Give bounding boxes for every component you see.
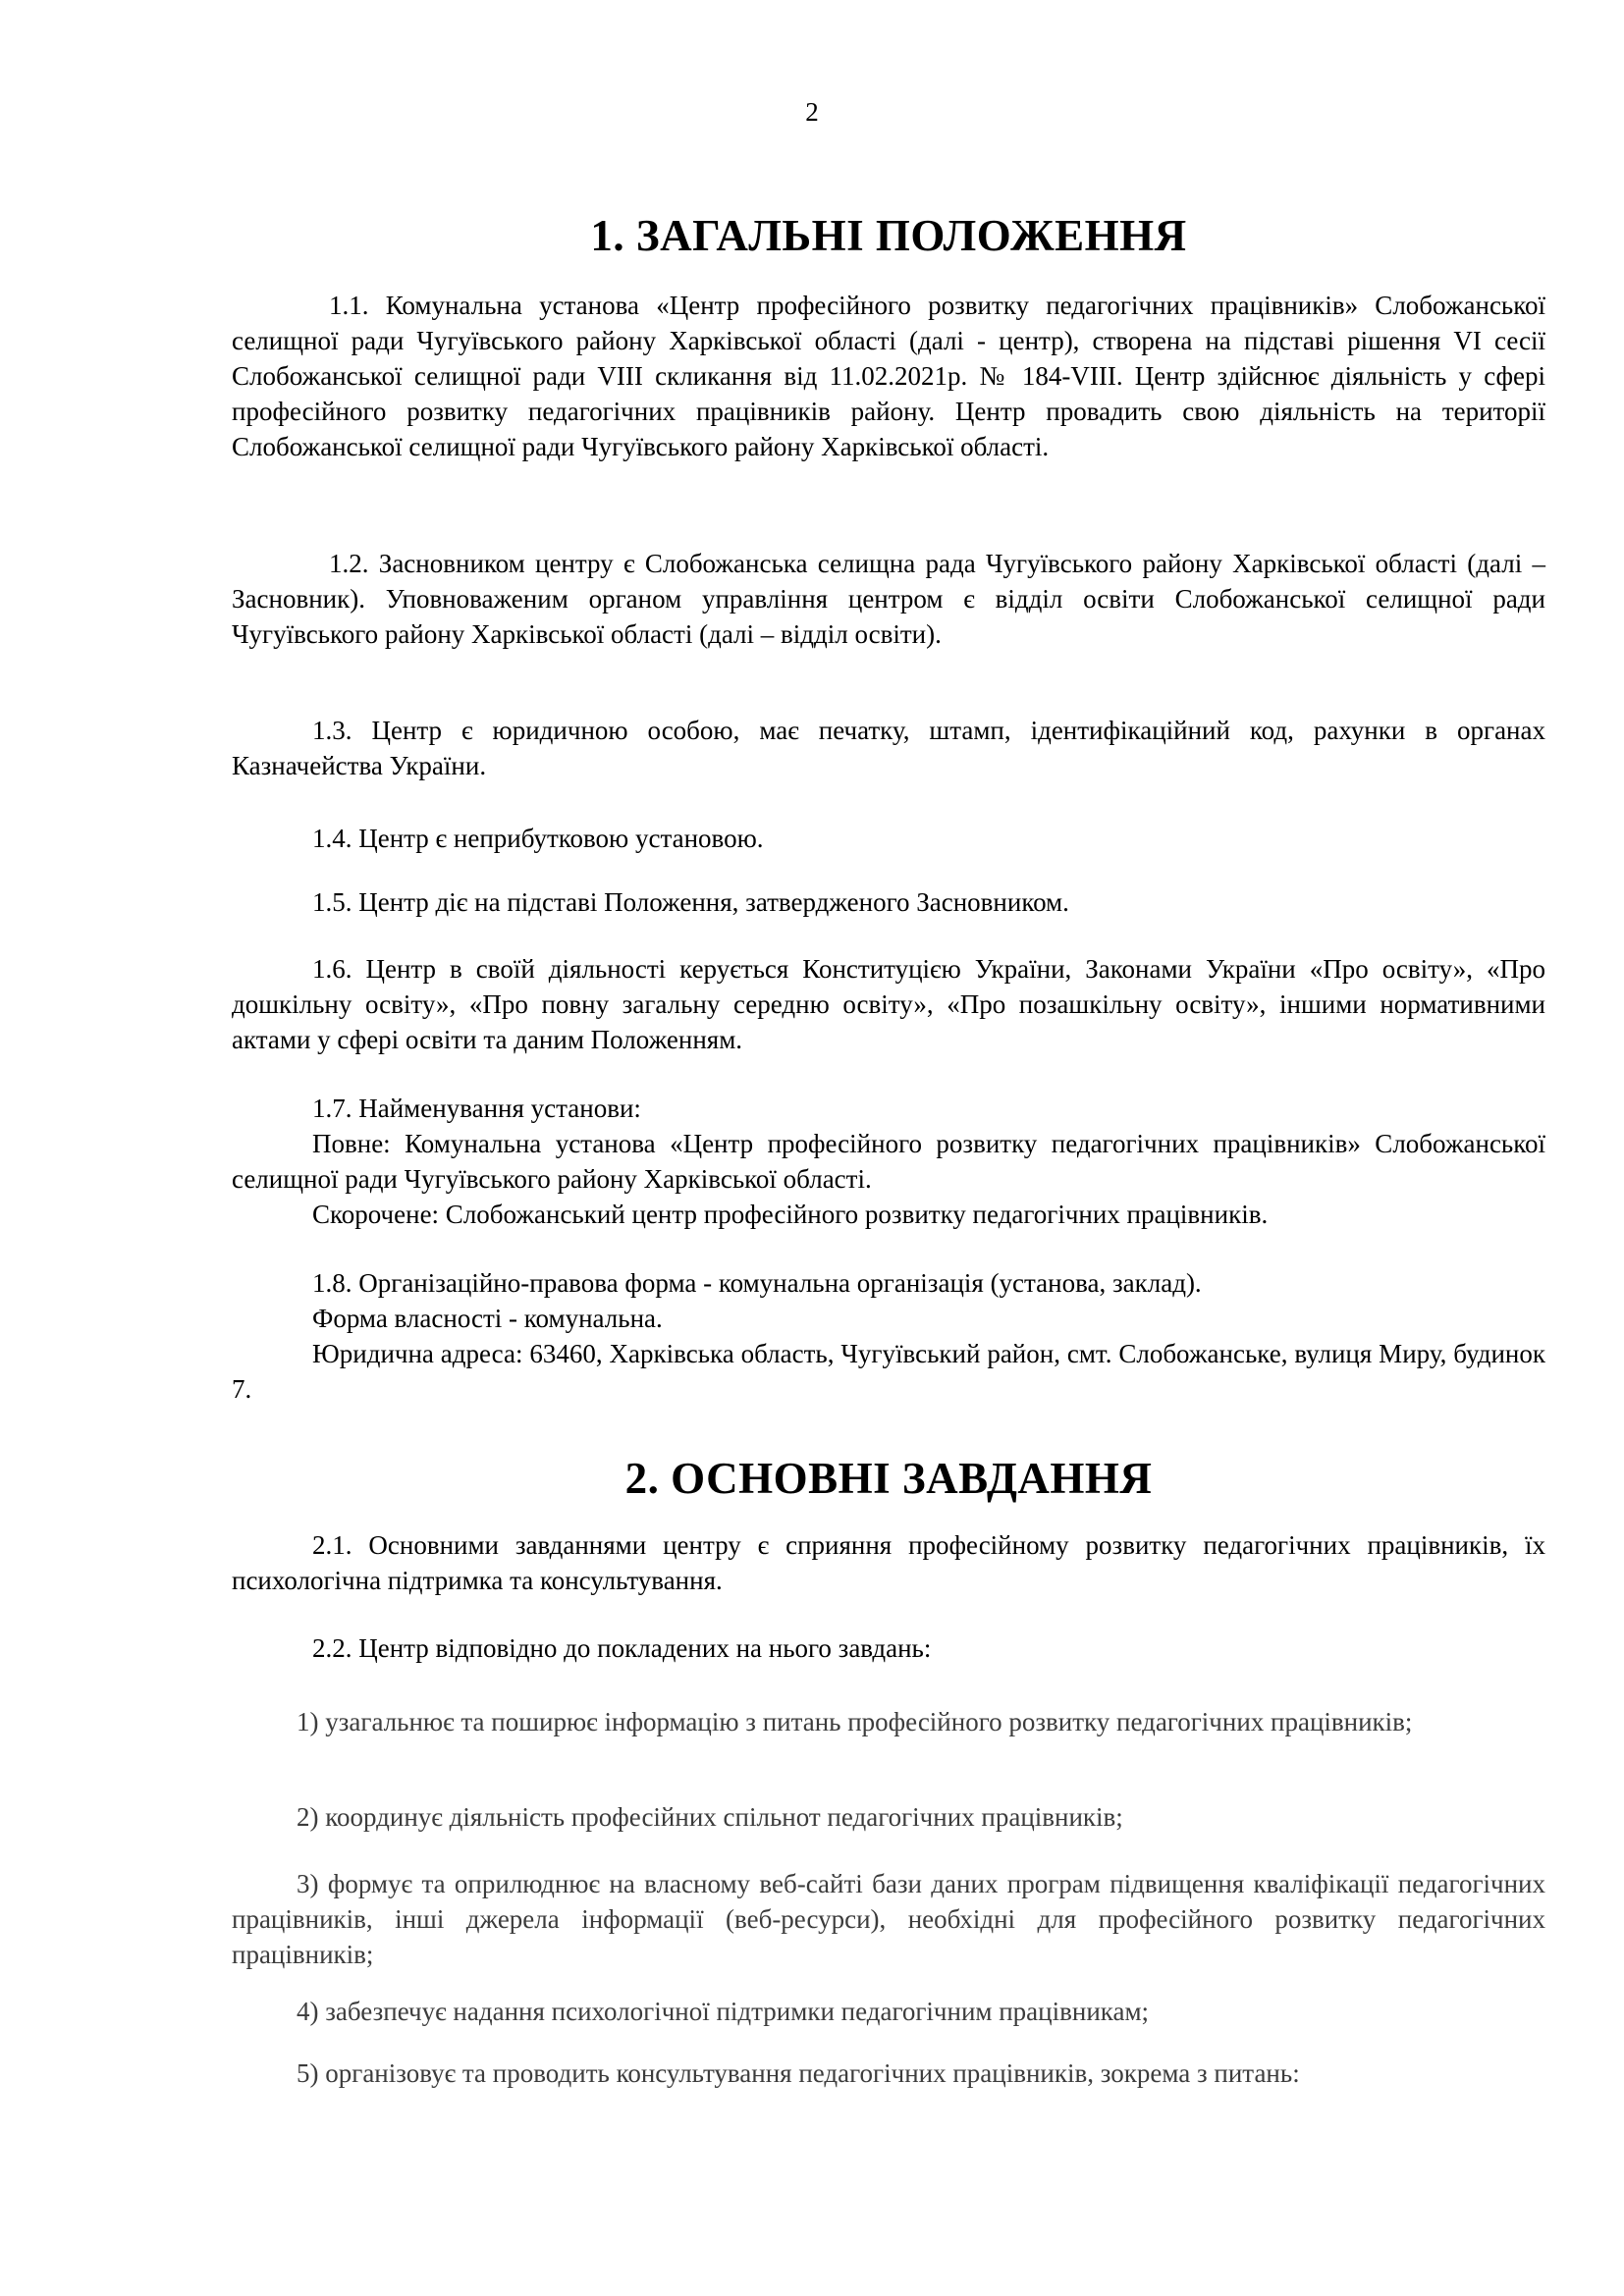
section-heading-2: 2. ОСНОВНІ ЗАВДАННЯ [624,1454,1153,1503]
paragraph-1-7-short-name: Скорочене: Слобожанський центр професійного розвитку педагогічних працівників. [312,1200,1269,1229]
paragraph-1-8-legal-form: 1.8. Організаційно-правова форма - комунальна організація (установа, заклад). [312,1268,1202,1298]
paragraph-1-3: 1.3. Центр є юридичною особою, має печатку, штамп, ідентифікаційний код, рахунки в органах Казначейства України. [232,716,1545,780]
paragraph-1-8-ownership: Форма власності - комунальна. [312,1304,663,1333]
paragraph-1-8 [232,1265,1545,1407]
paragraph-1-7-title: 1.7. Найменування установи: [312,1094,641,1123]
list-item-5: 5) організовує та проводить консультування педагогічних працівників, зокрема з питань: [297,2058,1300,2088]
paragraph-1-5: 1.5. Центр діє на підставі Положення, затвердженого Засновником. [312,887,1069,917]
paragraph-1-4: 1.4. Центр є неприбутковою установою. [312,824,764,853]
section-heading-1: 1. ЗАГАЛЬНІ ПОЛОЖЕННЯ [590,211,1187,260]
list-item-4: 4) забезпечує надання психологічної підтримки педагогічним працівникам; [297,1997,1150,2026]
paragraph-1-7 [232,1091,1545,1232]
paragraph-1-7-full-name: Повне: Комунальна установа «Центр професійного розвитку педагогічних працівників» Слобожанської селищної ради Чугуївського району Харківської області. [232,1129,1545,1194]
paragraph-1-2: 1.2. Засновником центру є Слобожанська селищна рада Чугуївського району Харківської області (далі – Засновник). Уповноваженим органом управління центром є відділ освіти Слобожанської селищної ради Чугуївського району Харківської області (далі – відділ освіти). [232,549,1545,649]
paragraph-1-1: 1.1. Комунальна установа «Центр професійного розвитку педагогічних працівників» Слобожанської селищної ради Чугуївського району Харківської області (далі - центр), створена на підставі рішення VI сесії Слобожанської селищної ради VIII скликання від 11.02.2021р. № 184-VIII. Центр здійснює діяльність у сфері професійного розвитку педагогічних працівників району. Центр провадить свою діяльність на території Слобожанської селищної ради Чугуївського району Харківської області. [232,291,1545,461]
list-item-1: 1) узагальнює та поширює інформацію з питань професійного розвитку педагогічних працівників; [297,1707,1413,1736]
list-item-3: 3) формує та оприлюднює на власному веб-сайті бази даних програм підвищення кваліфікації педагогічних працівників, інші джерела інформації (веб-ресурси), необхідні для професійного розвитку педагогічних працівників; [232,1869,1545,1969]
paragraph-2-2: 2.2. Центр відповідно до покладених на нього завдань: [312,1633,932,1663]
paragraph-1-8-address: Юридична адреса: 63460, Харківська область, Чугуївський район, смт. Слобожанське, вулиця Миру, будинок 7. [232,1339,1545,1404]
page-number: 2 [805,97,819,127]
paragraph-2-1: 2.1. Основними завданнями центру є сприяння професійному розвитку педагогічних працівників, їх психологічна підтримка та консультування. [232,1530,1545,1595]
list-item-2: 2) координує діяльність професійних спільнот педагогічних працівників; [297,1802,1123,1832]
paragraph-1-6: 1.6. Центр в своїй діяльності керується Конституцією України, Законами України «Про освіту», «Про дошкільну освіту», «Про повну загальну середню освіту», «Про позашкільну освіту», іншими нормативними актами у сфері освіти та даним Положенням. [232,954,1545,1054]
